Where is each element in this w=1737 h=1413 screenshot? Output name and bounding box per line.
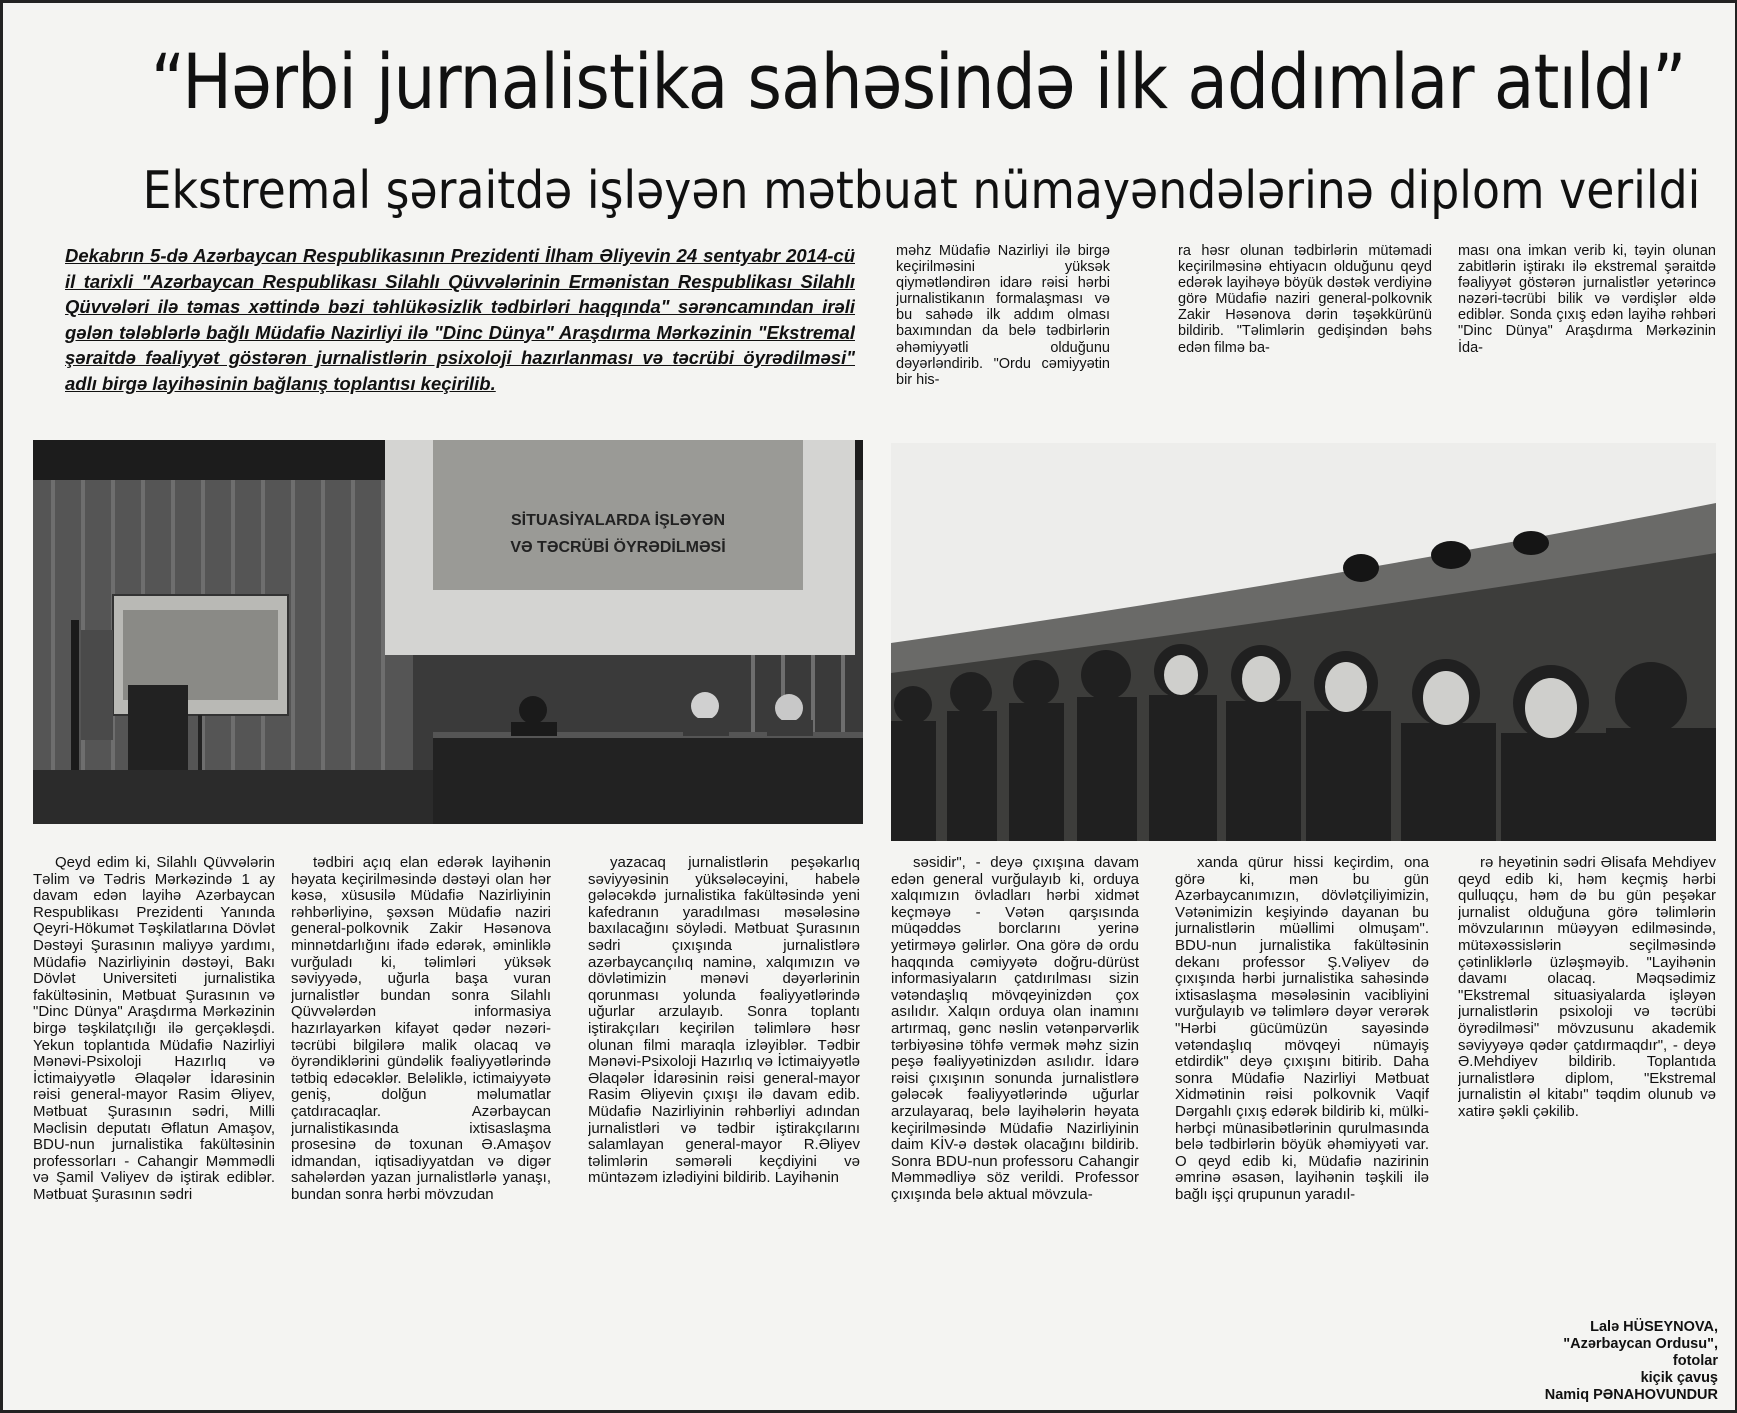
lead-paragraph: Dekabrın 5-də Azərbaycan Respublikasının Prezidenti İlham Əliyevin 24 sentyabr 2014-cü il tarixli "Azərbaycan Respublikası Silahlı Qüvvələrinin Ermənistan Respublikası Silahlı Qüvvələri ilə təmas xəttində bəzi təhlükəsizlik tədbirləri haqqında" sərəncamından irəli gələn tələblərlə bağlı Müdafiə Nazirliyi ilə "Dinc Dünya" Araşdırma Mərkəzinin "Ekstremal şəraitdə fəaliyyət göstərən jurnalistlərin psixoloji hazırlanması və təcrübi öyrədilməsi" adlı birgə layihəsinin bağlanış toplantısı keçirilib. [65, 245, 855, 394]
byline-photographer: Namiq PƏNAHOVUNDUR [1544, 1387, 1718, 1403]
screen-text-1: SİTUASİYALARDA İŞLƏYƏN [510, 512, 726, 529]
body-column-1: Qeyd edim ki, Silahlı Qüvvələrin Təlim və Tədris Mərkəzində 1 ay davam edən layihə Azərbaycan Respublikası Prezidenti Yanında Qeyri-Hökumət Təşkilatlarına Dövlət Dəstəyi Şurasının maliyyə yardımı, Müdafiə Nazirliyinin dəstəyi, Bakı Dövlət Universiteti jurnalistika fakültəsinin, Mətbuat Şurasının və "Dinc Dünya" Araşdırma Mərkəzinin birgə təşkilatçılığı ilə gerçəkləşdi. Yekun toplantıda Müdafiə Nazirliyi Mənəvi-Psixoloji Hazırlıq və İctimaiyyətlə Əlaqələr İdarəsinin rəisi general-mayor Rasim Əliyev, Mətbuat Şurasının sədri, Milli Məclisin deputatı Əflatun Amaşov, BDU-nun jurnalistika fakültəsinin professorları - Cahangir Məmmədli və Şamil Vəliyev də iştirak ediblər. Mətbuat Şurasının sədri [33, 855, 275, 1203]
top-column-4: ması ona imkan verib ki, təyin olunan zabitlərin iştirakı ilə ekstremal şəraitdə fəaliyyət göstərən jurnalistlər yetərincə nəzəri-təcrübi bilik və vərdişlər əldə ediblər. Sonda çıxış edən layihə rəhbəri "Dinc Dünya" Araşdırma Mərkəzinin İda- [1458, 243, 1716, 356]
headline: “Hərbi jurnalistika sahəsində ilk addımlar atıldı” [150, 37, 1686, 126]
top-column-3: ra həsr olunan tədbirlərin mütəmadi keçirilməsinə ehtiyacın olduğunu qeyd edərək layihəyə böyük dəstək verdiyinə görə Müdafiə naziri general-polkovnik Zakir Həsənova dərin təşəkkürünü bildirib. "Təlimlərin gedişindən bəhs edən filmə ba- [1178, 243, 1432, 356]
photo-stage [33, 440, 863, 824]
byline-author: Lalə HÜSEYNOVA, [1590, 1319, 1718, 1335]
body-column-4: səsidir", - deyə çıxışına davam edən general vurğulayıb ki, orduya xalqımızın övladları hərbi xidmət keçməyə - Vətən qarşısında müqəddəs borclarını yerinə yetirməyə gəlirlər. Ona görə də ordu haqqında cəmiyyətə doğru-dürüst informasiyaların çatdırılması sizin vətəndaşlıq mövqeyinizdən çox asılıdır. Xalqın orduya olan inamını artırmaq, gənc nəslin vətənpərvərlik tərbiyəsinə töhfə vermək məhz sizin peşə fəaliyyətinizdən asılıdır. İdarə rəisi çıxışının sonunda jurnalistlərə gələcək fəaliyyətlərində uğurlar arzulayaraq, belə layihələrin həyata keçirilməsində Müdafiə Nazirliyinin daim KİV-ə dəstək olacağını bildirib. Sonra BDU-nun professoru Cahangir Məmmədliyə söz verildi. Professor çıxışında belə aktual mövzula- [891, 855, 1139, 1203]
byline-photos: fotolar [1672, 1353, 1718, 1369]
byline [1443, 1319, 1718, 1411]
byline-publication: "Azərbaycan Ordusu", [1563, 1336, 1718, 1352]
photo-audience-image [891, 443, 1716, 841]
body-column-3: yazacaq jurnalistlərin peşəkarlıq səviyyəsinin yüksələcəyini, habelə gələcəkdə jurnalistika fakültəsində yeni kafedranın yaradılması məsələsinə baxılacağını söylədi. Mətbuat Şurasının sədri çıxışında jurnalistlərə azərbaycançılıq naminə, xalqımızın və dövlətimizin mənəvi dəyərlərinin qorunması yolunda fəaliyyətlərində uğurlar arzulayıb. Sonra toplantı iştirakçıları keçirilən təlimlərə həsr olunan filmi maraqla izləyiblər. Tədbir Mənəvi-Psixoloji Hazırlıq və İctimaiyyətlə Əlaqələr İdarəsinin rəisi general-mayor Rasim Əliyevin çıxışı ilə davam edib. Müdafiə Nazirliyinin rəhbərliyi adından jurnalistləri və tədbir iştirakçılarını salamlayan general-mayor R.Əliyev təlimlərin səmərəli keçdiyini və müntəzəm izlədiyini bildirib. Layihənin [588, 855, 860, 1187]
body-column-6: rə heyətinin sədri Əlisafa Mehdiyev qeyd edib ki, həm keçmiş hərbi qulluqçu, həm də bu gün peşəkar jurnalist olduğuna görə təlimlərin mövzularının müəyyən edilməsində, mütəxəssislərin seçilməsində çətinliklərlə üzləşməyib. "Layihənin davamı olacaq. Məqsədimiz "Ekstremal situasiyalarda işləyən jurnalistlərin psixoloji və təcrübi öyrədilməsi" mövzusunu akademik səviyyəyə qədər çatdırmaqdır", - deyə Ə.Mehdiyev bildirib. Toplantıda jurnalistlərə diplom, "Ekstremal jurnalistin əl kitabı" təqdim olunub və xatirə şəkli çəkilib. [1458, 855, 1716, 1120]
subheadline: Ekstremal şəraitdə işləyən mətbuat nümayəndələrinə diplom verildi [142, 161, 1701, 221]
top-column-2: məhz Müdafiə Nazirliyi ilə birgə keçirilməsini yüksək qiymətləndirən idarə rəisi hərbi jurnalistikanın formalaşması və bu sahədə ilk addım olması baxımından da belə tədbirlərin əhəmiyyətli olduğunu dəyərləndirib. "Ordu cəmiyyətin bir his- [896, 243, 1110, 388]
screen-text-2: VƏ TƏCRÜBİ ÖYRƏDİLMƏSİ [510, 539, 726, 556]
byline-rank: kiçik çavuş [1640, 1370, 1718, 1386]
body-column-2: tədbiri açıq elan edərək layihənin həyata keçirilməsində dəstəyi olan hər kəsə, xüsusilə Müdafiə Nazirliyinin rəhbərliyinə, şəxsən Müdafiə naziri general-polkovnik Zakir Həsənova minnətdarlığını ifadə edərək, əminliklə vurğuladı ki, təlimləri yüksək səviyyədə, uğurla başa vuran jurnalistlər bundan sonra Silahlı Qüvvələrdən informasiya hazırlayarkən kifayət qədər nəzəri-təcrübi bilgilərə malik olacaq və öyrəndiklərini gündəlik fəaliyyətlərində tətbiq edəcəklər. Beləliklə, ictimaiyyətə geniş, dolğun məlumatlar çatdıracaqlar. Azərbaycan jurnalistikasında ixtisaslaşma prosesinə də toxunan Ə.Amaşov idmandan, iqtisadiyyatdan və digər sahələrdən yazan jurnalistlərlə yanaşı, bundan sonra hərbi mövzudan [291, 855, 551, 1203]
body-column-5: xanda qürur hissi keçirdim, ona görə ki, mən bu gün Azərbaycanımızın, dövlətçiliyimizin, Vətənimizin keşiyində dayanan bu jurnalistlərin müəllimi olmuşam". BDU-nun jurnalistika fakültəsinin dekanı professor Ş.Vəliyev də çıxışında hərbi jurnalistika sahəsində ixtisaslaşma məsələsinin vacibliyini vurğulayıb və təlimlərə dəyər verərək "Hərbi gücümüzün sayəsində vətəndaşlıq mövqeyi nümayiş etdirdik" deyə çıxışını bitirib. Daha sonra Müdafiə Nazirliyi Mətbuat Xidmətinin rəisi polkovnik Vaqif Dərgahlı çıxış edərək bildirib ki, mülki-hərbçi münasibətlərinin qurulmasında belə tədbirlərin böyük əhəmiyyəti var. O qeyd edib ki, Müdafiə nazirinin əmrinə əsasən, layihənin təşkili ilə bağlı işçi qrupunun yaradıl- [1175, 855, 1429, 1203]
photo-audience [891, 443, 1716, 841]
photo-stage-image [33, 440, 863, 824]
